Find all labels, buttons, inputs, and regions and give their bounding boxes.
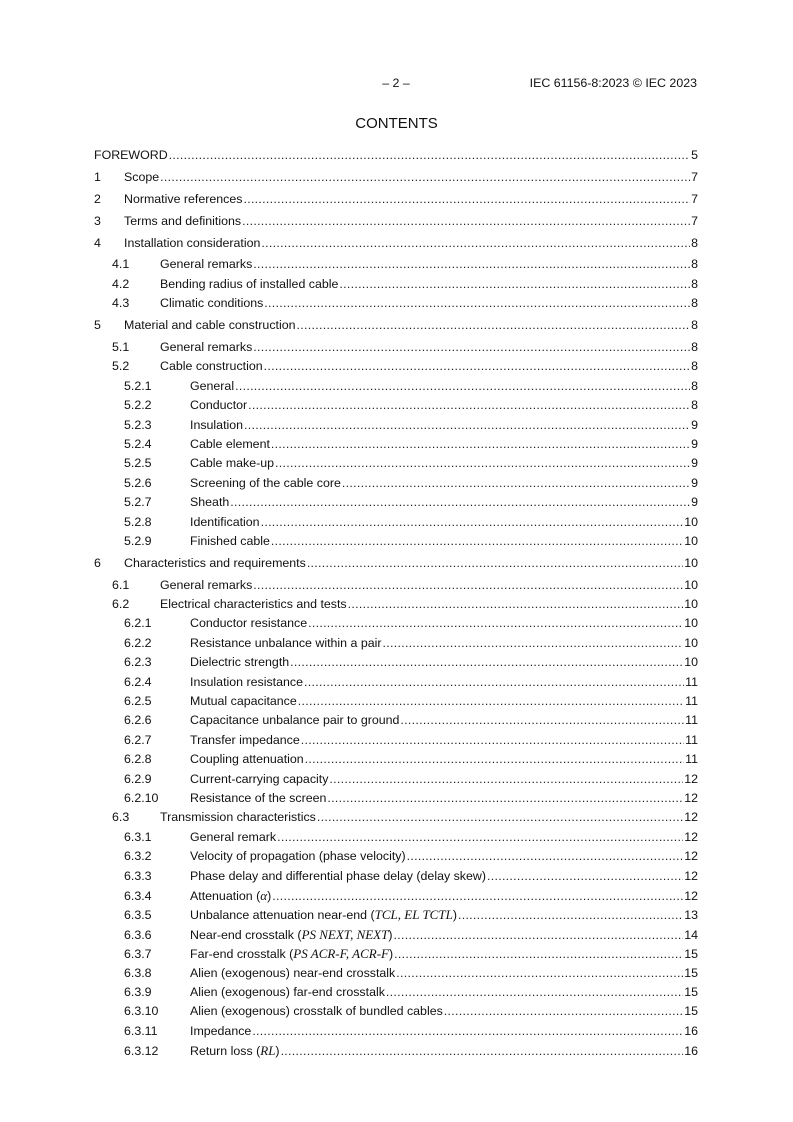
toc-entry[interactable] bbox=[94, 377, 698, 396]
dot-leader bbox=[244, 416, 690, 435]
toc-entry-number: 6.2.8 bbox=[124, 752, 152, 767]
toc-entry-title: Characteristics and requirements bbox=[124, 555, 306, 570]
toc-entry[interactable] bbox=[94, 867, 698, 886]
toc-entry-page: 8 bbox=[691, 398, 698, 413]
toc-entry-page: 12 bbox=[684, 888, 698, 903]
toc-entry-symbol: PS ACR-F, ACR-F bbox=[293, 946, 389, 962]
toc-entry-number: 6.2.2 bbox=[124, 635, 152, 650]
dot-leader bbox=[396, 964, 683, 983]
toc-entry[interactable] bbox=[94, 513, 698, 532]
toc-entry[interactable] bbox=[94, 532, 698, 551]
toc-entry-symbol: PS NEXT, NEXT bbox=[301, 926, 389, 942]
dot-leader bbox=[243, 190, 690, 209]
dot-leader bbox=[248, 396, 690, 415]
toc-entry-title: General remark bbox=[190, 829, 277, 844]
toc-entry-symbol: α bbox=[260, 887, 268, 903]
toc-entry[interactable] bbox=[94, 614, 698, 633]
toc-entry-title: Coupling attenuation bbox=[190, 752, 304, 767]
toc-entry[interactable] bbox=[94, 634, 698, 653]
toc-entry[interactable] bbox=[94, 554, 698, 573]
toc-entry-page: 14 bbox=[684, 927, 698, 942]
toc-entry-number: 6.3.11 bbox=[124, 1023, 158, 1038]
toc-entry[interactable] bbox=[94, 808, 698, 827]
toc-entry-page: 8 bbox=[691, 340, 698, 355]
toc-entry-title: Identification bbox=[190, 514, 260, 529]
toc-entry-page: 7 bbox=[691, 169, 698, 184]
toc-entry[interactable] bbox=[94, 886, 698, 905]
toc-entry-title: Alien (exogenous) crosstalk of bundled cables bbox=[190, 1004, 443, 1019]
toc-entry-title: Current-carrying capacity bbox=[190, 771, 329, 786]
toc-entry-title: Sheath bbox=[190, 495, 230, 510]
toc-entry-page: 7 bbox=[691, 213, 698, 228]
toc-entry-title: Capacitance unbalance pair to ground bbox=[190, 713, 400, 728]
toc-entry[interactable] bbox=[94, 168, 698, 187]
dot-leader bbox=[271, 532, 683, 551]
toc-entry-page: 11 bbox=[685, 732, 698, 747]
toc-entry[interactable] bbox=[94, 255, 698, 274]
toc-entry-number: 6.2 bbox=[112, 597, 130, 612]
toc-entry-page: 12 bbox=[684, 849, 698, 864]
toc-entry[interactable] bbox=[94, 964, 698, 983]
dot-leader bbox=[307, 554, 683, 573]
dot-leader bbox=[277, 828, 683, 847]
toc-entry-symbol: RL bbox=[260, 1043, 276, 1059]
toc-entry-page: 8 bbox=[691, 276, 698, 291]
toc-entry-number: 5.2.1 bbox=[124, 378, 152, 393]
dot-leader bbox=[394, 926, 684, 945]
toc-entry[interactable] bbox=[94, 828, 698, 847]
dot-leader bbox=[308, 614, 683, 633]
dot-leader bbox=[297, 316, 691, 335]
dot-leader bbox=[458, 906, 683, 925]
toc-entry-title: General bbox=[190, 378, 235, 393]
toc-entry[interactable] bbox=[94, 190, 698, 209]
toc-entry[interactable] bbox=[94, 1002, 698, 1021]
dot-leader bbox=[242, 212, 690, 231]
toc-entry-number: 6.3.4 bbox=[124, 888, 152, 903]
toc-entry-page: 15 bbox=[684, 947, 698, 962]
toc-entry-page: 15 bbox=[684, 965, 698, 980]
toc-entry-number: 4 bbox=[94, 235, 101, 250]
toc-entry-page: 8 bbox=[691, 235, 698, 250]
dot-leader bbox=[407, 847, 684, 866]
toc-entry-page: 12 bbox=[684, 791, 698, 805]
toc-entry[interactable] bbox=[94, 595, 698, 614]
toc-entry-title: Phase delay and differential phase delay (delay skew) bbox=[190, 868, 486, 883]
toc-entry-page: 11 bbox=[685, 674, 698, 689]
toc-entry-page: 9 bbox=[691, 495, 698, 510]
dot-leader bbox=[261, 513, 684, 532]
toc-entry-number: 6.2.5 bbox=[124, 694, 152, 709]
toc-entry-title: Conductor resistance bbox=[190, 616, 308, 631]
toc-entry-number: 6.3.12 bbox=[124, 1044, 159, 1059]
toc-entry-page: 9 bbox=[691, 417, 698, 432]
toc-entry-number: 5.2.6 bbox=[124, 475, 152, 490]
toc-entry-page: 10 bbox=[684, 577, 698, 592]
toc-entry-number: 5.2.4 bbox=[124, 436, 152, 451]
toc-entry-page: 11 bbox=[685, 713, 698, 728]
toc-entry-number: 6.3.5 bbox=[124, 908, 152, 923]
toc-entry-title: Unbalance attenuation near-end (TCL, EL TCTL) bbox=[190, 907, 457, 923]
dot-leader bbox=[329, 770, 683, 789]
dot-leader bbox=[264, 357, 690, 376]
toc-entry-number: 6.2.7 bbox=[124, 732, 152, 747]
toc-entry-number: 5.1 bbox=[112, 340, 130, 355]
toc-entry-symbol: TCL, EL TCTL bbox=[374, 907, 453, 923]
toc-entry-title: Cable element bbox=[190, 436, 270, 451]
toc-entry-page: 5 bbox=[691, 148, 698, 162]
toc-entry[interactable] bbox=[94, 983, 698, 1002]
toc-entry-page: 12 bbox=[684, 771, 698, 786]
toc-entry-page: 11 bbox=[685, 694, 698, 709]
toc-entry-title: Impedance bbox=[190, 1023, 252, 1038]
dot-leader bbox=[317, 808, 683, 827]
toc-entry-title: Installation consideration bbox=[124, 235, 261, 250]
toc-entry-number: 1 bbox=[94, 169, 101, 184]
toc-entry-number: 2 bbox=[94, 191, 101, 206]
toc-entry-page: 12 bbox=[684, 829, 698, 844]
toc-entry[interactable] bbox=[94, 750, 698, 769]
page-number: – 2 – bbox=[382, 76, 410, 90]
toc-entry-page: 8 bbox=[691, 296, 698, 311]
toc-entry[interactable] bbox=[94, 925, 698, 944]
dot-leader bbox=[342, 474, 690, 493]
dot-leader bbox=[253, 576, 683, 595]
dot-leader bbox=[348, 595, 684, 614]
toc-entry-title: General remarks bbox=[160, 577, 253, 592]
standard-reference: IEC 61156-8:2023 © IEC 2023 bbox=[529, 76, 697, 90]
toc-entry[interactable] bbox=[94, 454, 698, 473]
toc-entry[interactable] bbox=[94, 944, 698, 963]
toc-entry-number: 5.2.9 bbox=[124, 533, 152, 548]
toc-entry-title: Conductor bbox=[190, 398, 248, 413]
dot-leader bbox=[487, 867, 683, 886]
toc-entry-page: 15 bbox=[684, 1004, 698, 1019]
toc-entry-number: 4.2 bbox=[112, 276, 130, 291]
toc-entry-page: 16 bbox=[684, 1044, 698, 1059]
dot-leader bbox=[301, 731, 684, 750]
toc-entry-page: 9 bbox=[691, 456, 698, 471]
toc-entry-number: 5.2.3 bbox=[124, 417, 152, 432]
toc-entry-number: 6.2.3 bbox=[124, 655, 152, 670]
toc-entry[interactable] bbox=[94, 711, 698, 730]
dot-leader bbox=[271, 435, 690, 454]
toc-entry-page: 16 bbox=[684, 1023, 698, 1038]
toc-entry-title: Finished cable bbox=[190, 533, 270, 548]
toc-entry-title: Alien (exogenous) near-end crosstalk bbox=[190, 965, 396, 980]
toc-entry-page: 8 bbox=[691, 257, 698, 272]
dot-leader bbox=[382, 634, 683, 653]
toc-entry[interactable] bbox=[94, 294, 698, 313]
toc-entry[interactable] bbox=[94, 396, 698, 415]
toc-entry-title: General remarks bbox=[160, 257, 253, 272]
toc-entry-number: 6 bbox=[94, 555, 101, 570]
dot-leader bbox=[327, 789, 683, 808]
toc-entry-title: General remarks bbox=[160, 340, 253, 355]
page-title: CONTENTS bbox=[355, 115, 438, 132]
toc-entry-title: Mutual capacitance bbox=[190, 694, 297, 709]
dot-leader bbox=[272, 887, 683, 906]
toc-entry-title: Material and cable construction bbox=[124, 318, 296, 333]
toc-entry-page: 7 bbox=[691, 191, 698, 206]
toc-entry[interactable] bbox=[94, 576, 698, 595]
toc-entry-number: 5 bbox=[94, 318, 101, 333]
dot-leader bbox=[290, 653, 683, 672]
toc-entry-number: 6.3.2 bbox=[124, 849, 152, 864]
table-of-contents bbox=[94, 146, 698, 1060]
toc-entry-page: 11 bbox=[685, 752, 698, 767]
dot-leader bbox=[264, 294, 690, 313]
toc-entry[interactable] bbox=[94, 474, 698, 493]
dot-leader bbox=[275, 454, 690, 473]
toc-entry-title: Terms and definitions bbox=[124, 213, 242, 228]
toc-entry-title: Scope bbox=[124, 169, 160, 184]
dot-leader bbox=[253, 338, 690, 357]
dot-leader bbox=[444, 1002, 683, 1021]
toc-entry-title: Near-end crosstalk (PS NEXT, NEXT) bbox=[190, 926, 393, 942]
toc-entry-title: Transfer impedance bbox=[190, 732, 300, 747]
dot-leader bbox=[230, 493, 690, 512]
toc-entry-number: 5.2.2 bbox=[124, 398, 152, 413]
toc-entry[interactable] bbox=[94, 731, 698, 750]
dot-leader bbox=[400, 711, 684, 730]
toc-entry-number: 6.3 bbox=[112, 810, 130, 825]
toc-entry-page: 8 bbox=[691, 359, 698, 374]
toc-entry-page: 8 bbox=[691, 378, 698, 393]
toc-entry-number: 6.2.10 bbox=[124, 791, 159, 805]
toc-entry-number: 6.2.1 bbox=[124, 616, 152, 631]
toc-entry-number: 6.3.9 bbox=[124, 984, 152, 999]
toc-entry-page: 10 bbox=[684, 616, 698, 631]
toc-entry-number: 6.3.7 bbox=[124, 947, 152, 962]
toc-entry-page: 10 bbox=[684, 635, 698, 650]
toc-entry[interactable] bbox=[94, 847, 698, 866]
dot-leader bbox=[305, 750, 684, 769]
toc-entry[interactable] bbox=[94, 416, 698, 435]
toc-entry[interactable] bbox=[94, 338, 698, 357]
dot-leader bbox=[235, 377, 690, 396]
toc-entry-page: 10 bbox=[684, 597, 698, 612]
toc-entry-number: 5.2 bbox=[112, 359, 130, 374]
toc-entry-page: 15 bbox=[684, 984, 698, 999]
toc-entry[interactable] bbox=[94, 1022, 698, 1041]
toc-entry-number: 5.2.8 bbox=[124, 514, 152, 529]
toc-entry-title: Climatic conditions bbox=[160, 296, 264, 311]
toc-entry[interactable] bbox=[94, 1041, 698, 1060]
toc-entry-title: Return loss (RL) bbox=[190, 1043, 280, 1059]
dot-leader bbox=[261, 234, 690, 253]
toc-entry-page: 8 bbox=[691, 318, 698, 333]
toc-entry-page: 9 bbox=[691, 436, 698, 451]
toc-entry-number: 5.2.7 bbox=[124, 495, 152, 510]
toc-entry-title: Alien (exogenous) far-end crosstalk bbox=[190, 984, 385, 999]
toc-entry-title: Dielectric strength bbox=[190, 655, 290, 670]
toc-entry-page: 10 bbox=[684, 514, 698, 529]
toc-entry-title: Cable make-up bbox=[190, 456, 275, 471]
toc-entry-title: Normative references bbox=[124, 191, 243, 206]
toc-entry[interactable] bbox=[94, 234, 698, 253]
toc-entry-page: 10 bbox=[684, 533, 698, 548]
toc-entry-title: FOREWORD bbox=[94, 148, 168, 162]
dot-leader bbox=[281, 1042, 684, 1061]
dot-leader bbox=[160, 168, 690, 187]
dot-leader bbox=[304, 673, 684, 692]
toc-entry-title: Velocity of propagation (phase velocity) bbox=[190, 849, 406, 864]
dot-leader bbox=[394, 945, 683, 964]
toc-entry[interactable] bbox=[94, 673, 698, 692]
toc-entry-number: 5.2.5 bbox=[124, 456, 152, 471]
toc-entry[interactable] bbox=[94, 770, 698, 789]
dot-leader bbox=[169, 146, 690, 165]
toc-entry-page: 10 bbox=[684, 655, 698, 670]
toc-entry-page: 12 bbox=[684, 868, 698, 883]
toc-entry-page: 12 bbox=[684, 810, 698, 825]
toc-entry[interactable] bbox=[94, 357, 698, 376]
toc-entry-number: 6.2.9 bbox=[124, 771, 152, 786]
toc-entry-number: 6.2.6 bbox=[124, 713, 152, 728]
dot-leader bbox=[298, 692, 684, 711]
toc-entry[interactable] bbox=[94, 905, 698, 924]
dot-leader bbox=[339, 275, 690, 294]
toc-entry[interactable] bbox=[94, 493, 698, 512]
toc-entry-number: 4.3 bbox=[112, 296, 130, 311]
toc-entry-number: 6.2.4 bbox=[124, 674, 152, 689]
toc-entry[interactable] bbox=[94, 653, 698, 672]
toc-entry-title: Insulation bbox=[190, 417, 244, 432]
toc-entry-title: Cable construction bbox=[160, 359, 263, 374]
toc-entry-number: 4.1 bbox=[112, 257, 130, 272]
toc-entry-page: 13 bbox=[684, 908, 698, 923]
toc-entry-title: Screening of the cable core bbox=[190, 475, 341, 490]
toc-entry-page: 9 bbox=[691, 475, 698, 490]
toc-entry-number: 6.3.8 bbox=[124, 965, 152, 980]
toc-entry-title: Resistance of the screen bbox=[190, 791, 327, 805]
toc-entry-number: 6.3.10 bbox=[124, 1004, 159, 1019]
toc-entry-title: Attenuation (α) bbox=[190, 887, 272, 903]
dot-leader bbox=[253, 255, 690, 274]
toc-entry[interactable] bbox=[94, 316, 698, 335]
toc-entry-number: 6.3.1 bbox=[124, 829, 152, 844]
toc-entry[interactable] bbox=[94, 212, 698, 231]
toc-entry[interactable] bbox=[94, 692, 698, 711]
toc-entry-title: Electrical characteristics and tests bbox=[160, 597, 347, 612]
dot-leader bbox=[252, 1022, 683, 1041]
dot-leader bbox=[386, 983, 683, 1002]
toc-entry-number: 6.1 bbox=[112, 577, 130, 592]
toc-entry[interactable] bbox=[94, 435, 698, 454]
toc-entry-title: Resistance unbalance within a pair bbox=[190, 635, 382, 650]
toc-entry-title: Bending radius of installed cable bbox=[160, 276, 339, 291]
toc-entry-title: Transmission characteristics bbox=[160, 810, 316, 825]
toc-entry[interactable] bbox=[94, 146, 698, 165]
toc-entry-number: 3 bbox=[94, 213, 101, 228]
toc-entry[interactable] bbox=[94, 789, 698, 808]
toc-entry-title: Far-end crosstalk (PS ACR-F, ACR-F) bbox=[190, 946, 394, 962]
toc-entry-number: 6.3.6 bbox=[124, 927, 152, 942]
toc-entry-title: Insulation resistance bbox=[190, 674, 303, 689]
toc-entry-page: 10 bbox=[684, 555, 698, 570]
toc-entry[interactable] bbox=[94, 275, 698, 294]
toc-entry-number: 6.3.3 bbox=[124, 868, 152, 883]
